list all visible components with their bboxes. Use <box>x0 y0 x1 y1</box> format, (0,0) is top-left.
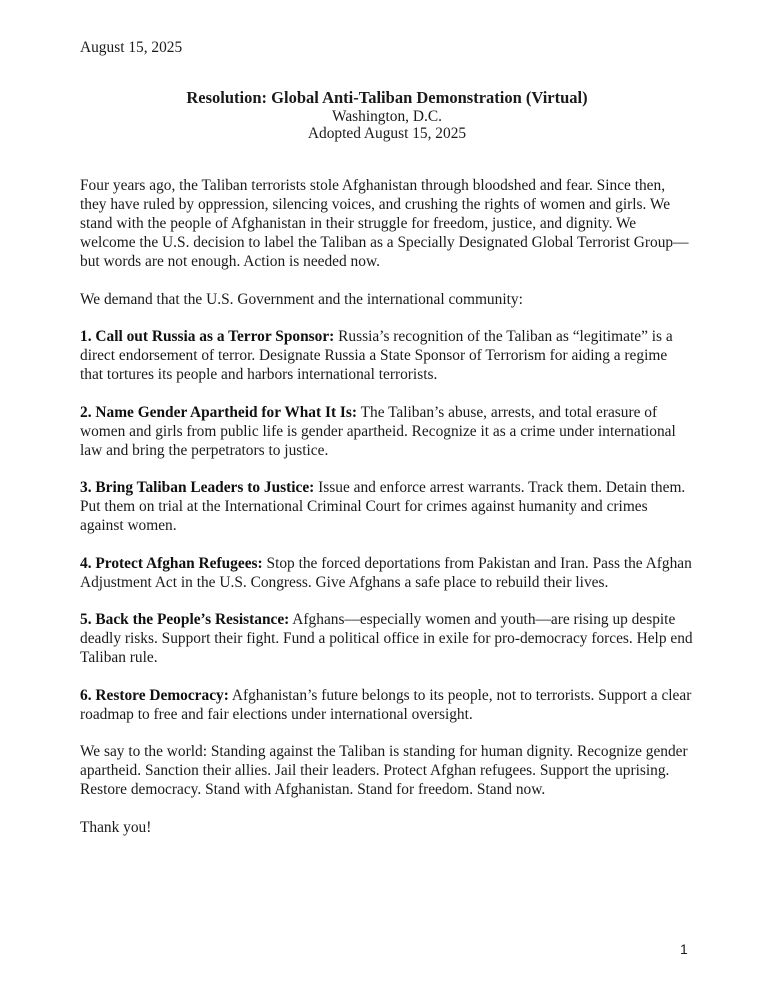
demand-text: Afghans—especially women and youth—are rising up despite deadly risks. Support their fight. Fund a political office in exile for pro-democracy forces. Help end Taliban rule. <box>80 611 693 666</box>
demand-heading: 4. Protect Afghan Refugees: <box>80 554 263 572</box>
demand-item-2 <box>80 403 694 460</box>
demand-text: Afghanistan’s future belongs to its people, not to terrorists. Support a clear roadmap to free and fair elections under international oversight. <box>80 686 692 723</box>
resolution-title: Resolution: Global Anti-Taliban Demonstration (Virtual) <box>186 88 588 107</box>
demand-text: Issue and enforce arrest warrants. Track them. Detain them. Put them on trial at the International Criminal Court for crimes against humanity and crimes against women. <box>80 479 686 534</box>
demand-item-6 <box>80 686 694 724</box>
demand-heading: 2. Name Gender Apartheid for What It Is: <box>80 403 358 421</box>
demand-text: The Taliban’s abuse, arrests, and total erasure of women and girls from public life is gender apartheid. Recognize it as a crime under international law and bring the perpetrators to justice. <box>80 403 676 459</box>
demand-paragraph: We demand that the U.S. Government and the international community: <box>80 290 523 308</box>
demand-heading: 1. Call out Russia as a Terror Sponsor: <box>80 328 335 345</box>
demand-heading: 3. Bring Taliban Leaders to Justice: <box>80 479 315 496</box>
document-date: August 15, 2025 <box>80 39 183 56</box>
demand-heading: 6. Restore Democracy: <box>80 686 229 704</box>
adopted-date: Adopted August 15, 2025 <box>307 125 467 142</box>
demand-heading: 5. Back the People’s Resistance: <box>80 611 290 628</box>
thanks: Thank you! <box>80 818 152 836</box>
closing-paragraph: We say to the world: Standing against the Taliban is standing for human dignity. Recognize gender apartheid. Sanction their allies. Jail their leaders. Protect Afghan refugees. Support the uprising. Restore democracy. Stand with Afghanistan. Stand for freedom. Stand now. <box>80 743 688 798</box>
resolution-header <box>0 88 774 142</box>
location: Washington, D.C. <box>332 108 442 125</box>
demand-item-3 <box>80 478 694 535</box>
demand-text: Russia’s recognition of the Taliban as “legitimate” is a direct endorsement of terror. Designate Russia a State Sponsor of Terrorism for aiding a regime that tortures its people and harbors international terrorists. <box>80 328 673 383</box>
demand-item-1 <box>80 327 694 384</box>
demand-text: Stop the forced deportations from Pakistan and Iran. Pass the Afghan Adjustment Act in the U.S. Congress. Give Afghans a safe place to rebuild their lives. <box>80 554 692 591</box>
demand-item-4 <box>80 554 694 592</box>
intro-paragraph: Four years ago, the Taliban terrorists stole Afghanistan through bloodshed and fear. Since then, they have ruled by oppression, silencing voices, and crushing the rights of women and girls. We stand with the people of Afghanistan in their struggle for freedom, justice, and dignity. We welcome the U.S. decision to label the Taliban as a Specially Designated Global Terrorist Group—but words are not enough. Action is needed now. <box>80 177 689 270</box>
demand-item-5 <box>80 610 694 667</box>
resolution-body <box>80 176 694 855</box>
page-number: 1 <box>680 941 688 957</box>
